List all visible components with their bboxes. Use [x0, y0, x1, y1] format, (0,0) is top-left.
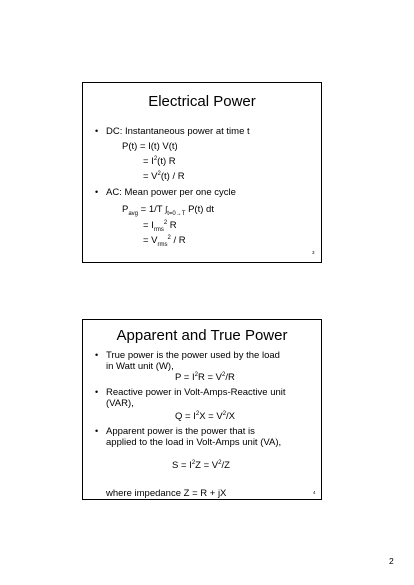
- slide-apparent-true-power: [82, 319, 322, 500]
- bullet1-line1: True power is the power used by the load: [106, 350, 280, 361]
- slide-number: 4: [313, 490, 316, 495]
- slide-title: Apparent and True Power: [116, 327, 288, 344]
- dc-equation-2: = $I^2(t)$ R: [143, 155, 176, 167]
- bullet-dot: •: [95, 387, 99, 397]
- apparent-power-equation: $S = I^2Z = V^2/Z$: [172, 459, 230, 471]
- dc-equation-3: = $V^2(t)$ / R: [143, 170, 185, 182]
- bullet3-line1: Apparent power is the power that is: [106, 426, 255, 437]
- ac-equation-3: = $V_{rms}^2$ / R: [143, 234, 186, 248]
- bullet-dot: •: [95, 126, 99, 136]
- bullet-dot: •: [95, 426, 99, 436]
- ac-equation-2: = $I_{rms}^2$ R: [143, 219, 177, 233]
- slide-title: Electrical Power: [148, 93, 256, 110]
- reactive-power-equation: $Q = I^2X = V^2/X$: [175, 410, 236, 422]
- impedance-line: where impedance Z = R + jX: [106, 488, 227, 499]
- bullet2-line1: Reactive power in Volt-Amps-Reactive unit: [106, 387, 286, 398]
- bullet-dot: •: [95, 187, 99, 197]
- ac-equation-1: $P_{avg} = 1/T$ $\int_{t=0\to T}$ P(t) dt: [122, 204, 214, 217]
- slide-electrical-power: [82, 82, 322, 263]
- bullet2-line2: (VAR),: [106, 398, 134, 409]
- dc-label: DC: Instantaneous power at time t: [106, 126, 250, 137]
- bullet1-line2: in Watt unit (W),: [106, 361, 174, 372]
- bullet-dot: •: [95, 350, 99, 360]
- page-number: 2: [389, 556, 394, 566]
- bullet3-line2: applied to the load in Volt-Amps unit (VA),: [106, 437, 282, 448]
- ac-label: AC: Mean power per one cycle: [106, 187, 236, 198]
- true-power-equation: $P = I^2R = V^2/R$: [175, 371, 235, 383]
- dc-equation-1: P(t) = I(t) V(t): [122, 141, 178, 152]
- slide-number: 3: [312, 250, 315, 255]
